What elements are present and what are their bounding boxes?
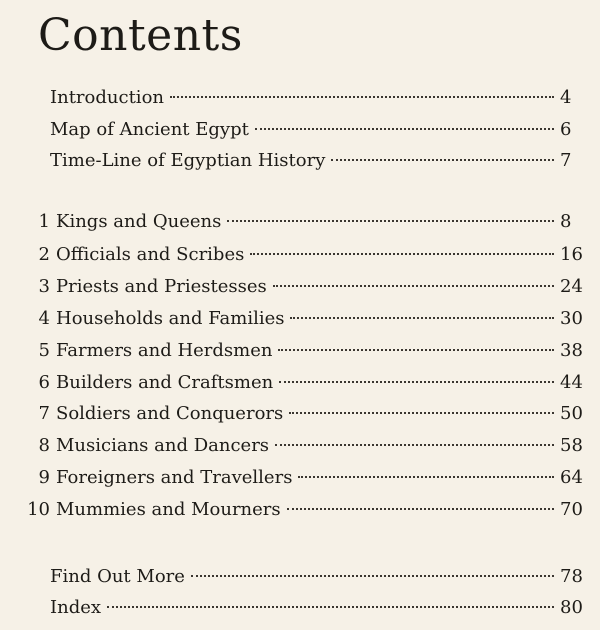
toc-page-number: 80: [560, 597, 583, 618]
toc-page-number: 16: [560, 244, 583, 265]
page-title: Contents: [38, 10, 243, 61]
toc-entry-introduction[interactable]: [0, 84, 600, 112]
toc-entry-chapter-9[interactable]: [0, 464, 600, 492]
chapter-number: 5: [38, 340, 50, 361]
toc-entry-timeline[interactable]: [0, 147, 600, 175]
toc-entry-chapter-6[interactable]: [0, 369, 600, 397]
dot-leader: [287, 508, 554, 510]
toc-label: Musicians and Dancers: [56, 435, 270, 456]
toc-page-number: 30: [560, 308, 583, 329]
chapter-number: 8: [38, 435, 50, 456]
toc-label: Farmers and Herdsmen: [56, 340, 273, 361]
toc-entry-chapter-2[interactable]: [0, 241, 600, 269]
toc-label: Households and Families: [56, 308, 285, 329]
dot-leader: [170, 96, 554, 98]
chapter-number: 6: [38, 372, 50, 393]
toc-page-number: 50: [560, 403, 583, 424]
chapter-number: 2: [38, 244, 50, 265]
toc-label: Mummies and Mourners: [56, 499, 281, 520]
dot-leader: [290, 317, 554, 319]
toc-label: Soldiers and Conquerors: [56, 403, 284, 424]
dot-leader: [227, 220, 554, 222]
toc-entry-chapter-10[interactable]: [0, 496, 600, 524]
toc-label: Map of Ancient Egypt: [50, 119, 249, 140]
toc-entry-chapter-3[interactable]: [0, 273, 600, 301]
toc-page-number: 6: [560, 119, 572, 140]
toc-label: Kings and Queens: [56, 211, 222, 232]
toc-page-number: 7: [560, 150, 572, 171]
toc-label: Builders and Craftsmen: [56, 372, 274, 393]
dot-leader: [279, 381, 554, 383]
chapter-number: 4: [38, 308, 50, 329]
dot-leader: [331, 159, 554, 161]
toc-label: Time-Line of Egyptian History: [50, 150, 326, 171]
toc-label: Officials and Scribes: [56, 244, 245, 265]
chapter-number: 10: [27, 499, 50, 520]
toc-page-number: 58: [560, 435, 583, 456]
toc-page-number: 24: [560, 276, 583, 297]
toc-page-number: 64: [560, 467, 583, 488]
dot-leader: [255, 128, 554, 130]
toc-entry-chapter-5[interactable]: [0, 337, 600, 365]
dot-leader: [278, 349, 554, 351]
dot-leader: [273, 285, 554, 287]
dot-leader: [191, 575, 554, 577]
toc-page-number: 44: [560, 372, 583, 393]
toc-label: Foreigners and Travellers: [56, 467, 293, 488]
toc-entry-map[interactable]: [0, 116, 600, 144]
dot-leader: [298, 476, 554, 478]
dot-leader: [250, 253, 554, 255]
toc-label: Introduction: [50, 87, 164, 108]
toc-entry-chapter-8[interactable]: [0, 432, 600, 460]
toc-page-number: 70: [560, 499, 583, 520]
toc-page-number: 78: [560, 566, 583, 587]
dot-leader: [275, 444, 554, 446]
toc-entry-find-out-more[interactable]: [0, 563, 600, 591]
chapter-number: 7: [38, 403, 50, 424]
chapter-number: 3: [38, 276, 50, 297]
toc-page-number: 4: [560, 87, 572, 108]
dot-leader: [289, 412, 554, 414]
toc-entry-chapter-7[interactable]: [0, 400, 600, 428]
toc-page-number: 38: [560, 340, 583, 361]
toc-label: Priests and Priestesses: [56, 276, 267, 297]
toc-page-number: 8: [560, 211, 572, 232]
toc-entry-chapter-4[interactable]: [0, 305, 600, 333]
toc-label: Find Out More: [50, 566, 185, 587]
chapter-number: 9: [38, 467, 50, 488]
toc-entry-chapter-1[interactable]: [0, 208, 600, 236]
toc-entry-index[interactable]: [0, 594, 600, 622]
dot-leader: [107, 606, 554, 608]
chapter-number: 1: [38, 211, 50, 232]
toc-label: Index: [50, 597, 102, 618]
